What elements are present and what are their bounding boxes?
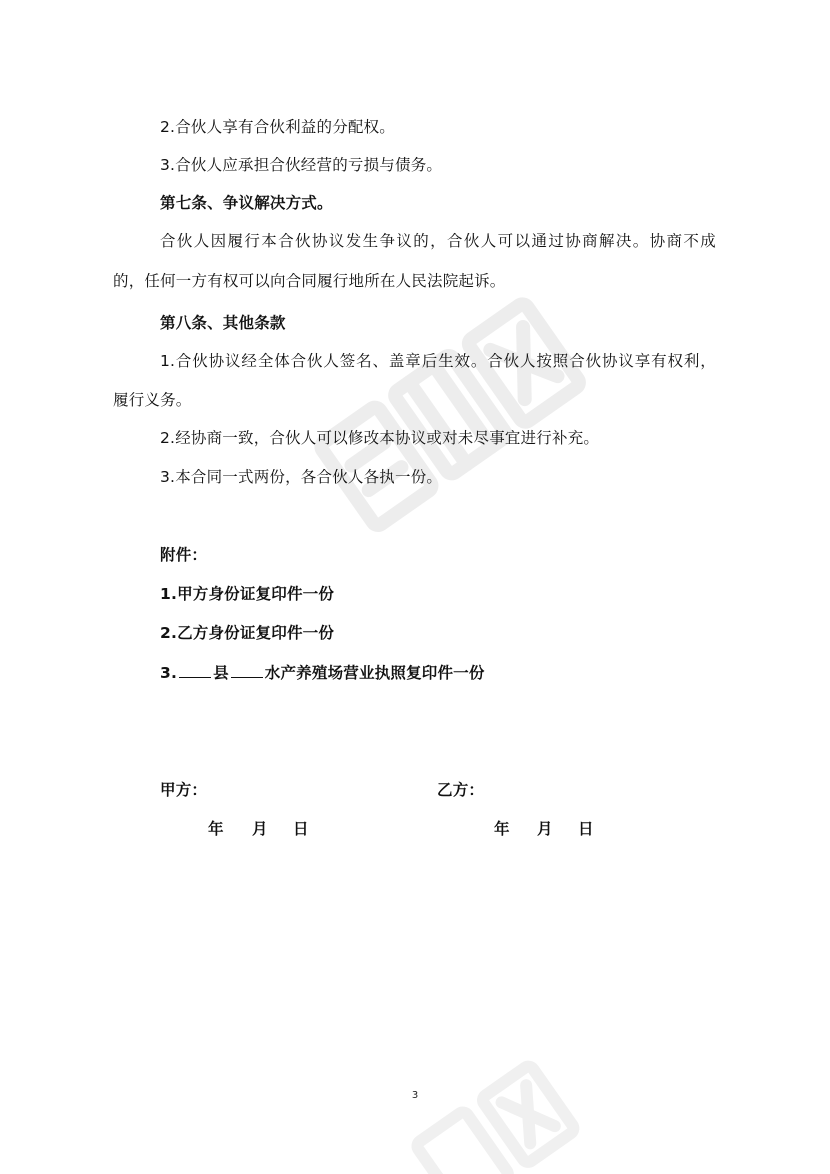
attachments-heading: 附件： [160, 546, 208, 564]
party-a-year: 年 [208, 820, 224, 838]
party-b-label: 乙方： [437, 781, 485, 799]
clause-8-heading: 第八条、其他条款 [160, 314, 286, 332]
clause-7-text-line-2: 的，任何一方有权可以向合同履行地所在人民法院起诉。 [113, 272, 506, 290]
clause-8-item-1-line-1: 1.合伙协议经全体合伙人签名、盖章后生效。合伙人按照合伙协议享有权利， [160, 352, 716, 370]
clause-7-heading: 第七条、争议解决方式。 [160, 194, 333, 212]
party-a-label: 甲方： [160, 781, 208, 799]
party-b-month: 月 [537, 820, 553, 838]
clause-6-item-2: 2.合伙人享有合伙利益的分配权。 [160, 118, 395, 136]
attachment-item-3-county: 县 [213, 664, 229, 682]
blank-line-name [231, 662, 263, 678]
party-a-month: 月 [252, 820, 268, 838]
attachment-item-3-prefix: 3. [160, 664, 178, 682]
attachment-item-3-suffix: 水产养殖场营业执照复印件一份 [264, 664, 485, 682]
attachment-item-3 [160, 662, 485, 683]
blank-line-county [179, 662, 211, 678]
clause-8-item-1-line-2: 履行义务。 [113, 391, 192, 409]
attachment-item-1: 1.甲方身份证复印件一份 [160, 585, 335, 603]
page-number: 3 [411, 1090, 419, 1101]
clause-6-item-3: 3.合伙人应承担合伙经营的亏损与债务。 [160, 156, 443, 174]
attachment-item-2: 2.乙方身份证复印件一份 [160, 624, 335, 642]
clause-8-item-2: 2.经协商一致，合伙人可以修改本协议或对未尽事宜进行补充。 [160, 429, 600, 447]
party-b-year: 年 [494, 820, 510, 838]
clause-7-text-line-1: 合伙人因履行本合伙协议发生争议的，合伙人可以通过协商解决。协商不成 [160, 232, 716, 250]
clause-8-item-3: 3.本合同一式两份，各合伙人各执一份。 [160, 468, 443, 486]
party-a-day: 日 [293, 820, 309, 838]
party-b-day: 日 [578, 820, 594, 838]
